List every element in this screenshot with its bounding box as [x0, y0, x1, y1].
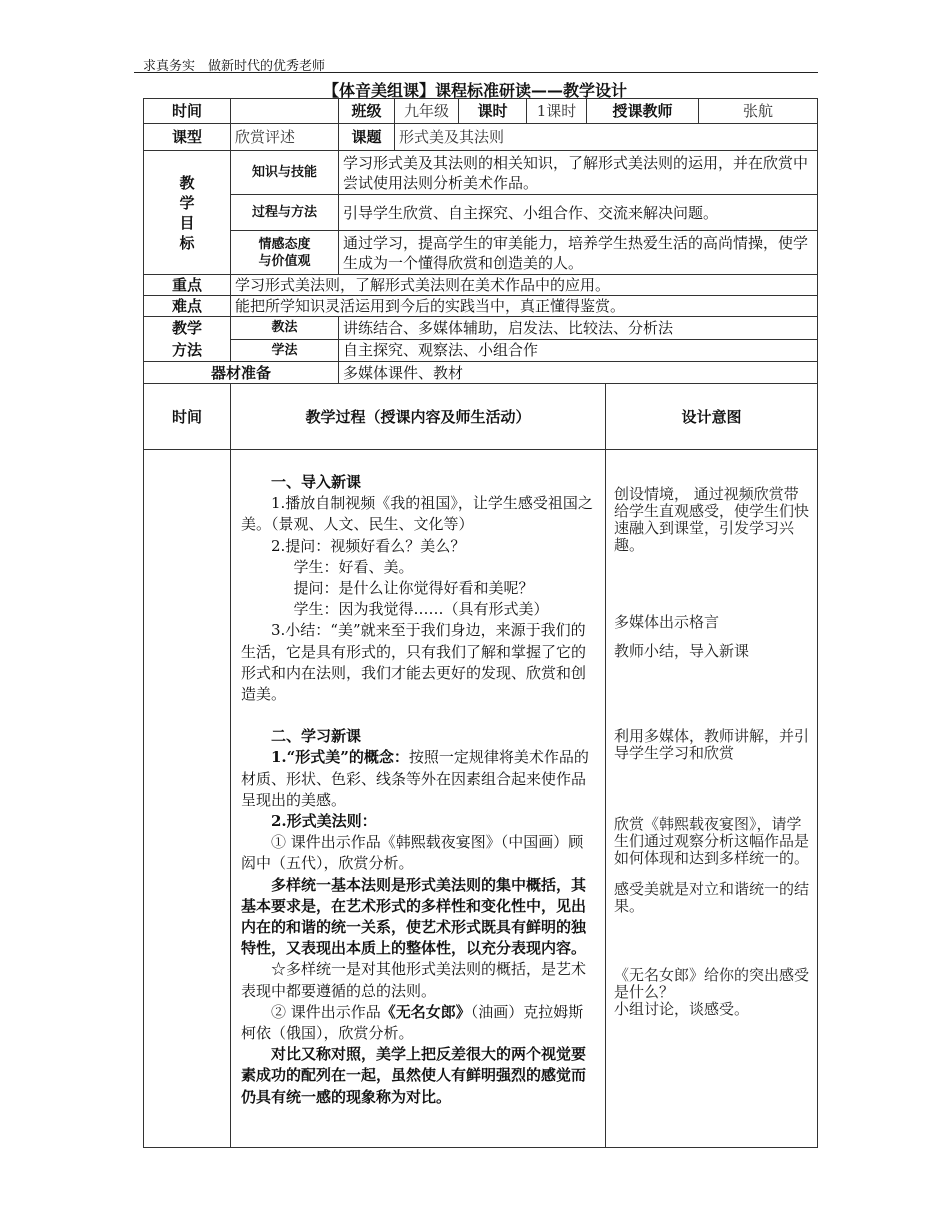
- class-label: 班级: [339, 99, 395, 124]
- goal-emotion-row: [144, 231, 818, 275]
- process-intent-cell: [606, 450, 818, 1148]
- goals-label: 教学目标: [144, 151, 231, 275]
- process-intent-header: 设计意图: [606, 384, 818, 450]
- hours-value: 1课时: [527, 99, 587, 124]
- equipment-label: 器材准备: [144, 362, 339, 384]
- section-2-title: 二、学习新课: [271, 727, 362, 746]
- emotion-value: 通过学习，提高学生的审美能力，培养学生热爱生活的高尚情操，使学生成为一个懂得欣赏和创造美的人。: [339, 231, 818, 275]
- teach-value: 讲练结合、多媒体辅助，启发法、比较法、分析法: [339, 317, 818, 340]
- learn-method-row: [144, 339, 818, 362]
- emotion-label: 情感态度 与价值观: [231, 231, 339, 275]
- header-rule: [134, 72, 818, 73]
- difficulty-label: 难点: [144, 296, 231, 317]
- s2-paragraph: ① 课件出示作品《韩熙载夜宴图》（中国画）顾闳中（五代），欣赏分析。: [241, 833, 584, 873]
- process-time-header: 时间: [144, 384, 231, 450]
- s2-paragraph: 1.“形式美”的概念：按照一定规律将美术作品的材质、形状、色彩、线条等外在因素组合起来使作品呈现出的美感。: [241, 748, 589, 809]
- teacher-label: 授课教师: [587, 99, 699, 124]
- lesson-plan-table: [143, 98, 818, 1148]
- process-value: 引导学生欣赏、自主探究、小组合作、交流来解决问题。: [339, 195, 818, 231]
- goal-knowledge-row: [144, 151, 818, 195]
- intent-note: 感受美就是对立和谐统一的结果。: [614, 880, 810, 915]
- s2-paragraph: 对比又称对照，美学上把反差很大的两个视觉要素成功的配列在一起，虽然使人有鲜明强烈的感觉而仍具有统一感的现象称为对比。: [241, 1045, 587, 1106]
- s2-paragraph: 2.形式美法则：: [271, 812, 377, 831]
- s1-paragraph: 1.播放自制视频《我的祖国》，让学生感受祖国之美。（景观、人文、民生、文化等）: [241, 494, 593, 534]
- topic-value: 形式美及其法则: [395, 124, 818, 151]
- equipment-value: 多媒体课件、教材: [339, 362, 818, 384]
- intent-note: 《无名女郎》给你的突出感受是什么？: [614, 966, 810, 1001]
- process-label: 过程与方法: [231, 195, 339, 231]
- difficulty-value: 能把所学知识灵活运用到今后的实践当中，真正懂得鉴赏。: [231, 296, 818, 317]
- intent-note: 创设情境， 通过视频欣赏带给学生直观感受，使学生们快速融入到课堂，引发学习兴趣。: [614, 485, 810, 554]
- time-value: [231, 99, 339, 124]
- focus-value: 学习形式美法则，了解形式美法则在美术作品中的应用。: [231, 275, 818, 296]
- s1-paragraph: 学生：因为我觉得……（具有形式美）: [293, 600, 549, 619]
- s1-paragraph: 3.小结：“美”就来至于我们身边，来源于我们的生活，它是具有形式的，只有我们了解和掌握了它的形式和内在法则，我们才能去更好的发现、欣赏和创造美。: [241, 621, 587, 704]
- methods-label: 教学 方法: [144, 317, 231, 362]
- type-row: [144, 124, 818, 151]
- intent-note: 利用多媒体，教师讲解，并引导学生学习和欣赏: [614, 727, 810, 762]
- process-content-header: 教学过程（授课内容及师生活动）: [231, 384, 606, 450]
- s2-paragraph: 多样统一基本法则是形式美法则的集中概括，其基本要求是，在艺术形式的多样性和变化性中，见出内在的和谐的统一关系，使艺术形式既具有鲜明的独特性，又表现出本质上的整体性，以充分表现内容。: [241, 875, 587, 958]
- hours-label: 课时: [459, 99, 527, 124]
- document-title: 【体音美组课】课程标准研读——教学设计: [322, 81, 627, 100]
- process-time-cell: [144, 450, 231, 1148]
- knowledge-value: 学习形式美及其法则的相关知识，了解形式美法则的运用，并在欣赏中尝试使用法则分析美术作品。: [339, 151, 818, 195]
- learn-value: 自主探究、观察法、小组合作: [339, 339, 818, 362]
- intent-note: 多媒体出示格言: [614, 613, 720, 631]
- goal-process-row: [144, 195, 818, 231]
- intent-note: 小组讨论，谈感受。: [614, 1000, 750, 1018]
- learn-label: 学法: [231, 339, 339, 362]
- type-value: 欣赏评述: [231, 124, 339, 151]
- knowledge-label: 知识与技能: [231, 151, 339, 195]
- type-label: 课型: [144, 124, 231, 151]
- s1-paragraph: 学生：好看、美。: [293, 557, 414, 576]
- s2-paragraph: ☆多样统一是对其他形式美法则的概括，是艺术表现中都要遵循的总的法则。: [241, 960, 587, 1000]
- topic-label: 课题: [339, 124, 395, 151]
- info-row: [144, 99, 818, 124]
- s1-paragraph: 提问：是什么让你觉得好看和美呢？: [293, 579, 534, 598]
- equipment-row: [144, 362, 818, 384]
- focus-row: [144, 275, 818, 296]
- time-label: 时间: [144, 99, 231, 124]
- process-content-cell: [231, 450, 606, 1148]
- s2-paragraph: ② 课件出示作品《无名女郎》（油画）克拉姆斯柯依（俄国），欣赏分析。: [241, 1002, 584, 1043]
- difficulty-row: [144, 296, 818, 317]
- focus-label: 重点: [144, 275, 231, 296]
- intent-note: 欣赏《韩熙载夜宴图》，请学生们通过观察分析这幅作品是如何体现和达到多样统一的。: [614, 815, 810, 867]
- teach-method-row: [144, 317, 818, 340]
- teacher-value: 张航: [699, 99, 818, 124]
- process-body-row: [144, 450, 818, 1148]
- header-motto: 求真务实 做新时代的优秀老师: [143, 59, 326, 74]
- section-1-title: 一、导入新课: [271, 473, 362, 491]
- s1-paragraph: 2.提问：视频好看么？美么？: [271, 536, 466, 555]
- process-header-row: [144, 384, 818, 450]
- intent-note: 教师小结，导入新课: [614, 642, 750, 660]
- teach-label: 教法: [231, 317, 339, 340]
- class-value: 九年级: [395, 99, 459, 124]
